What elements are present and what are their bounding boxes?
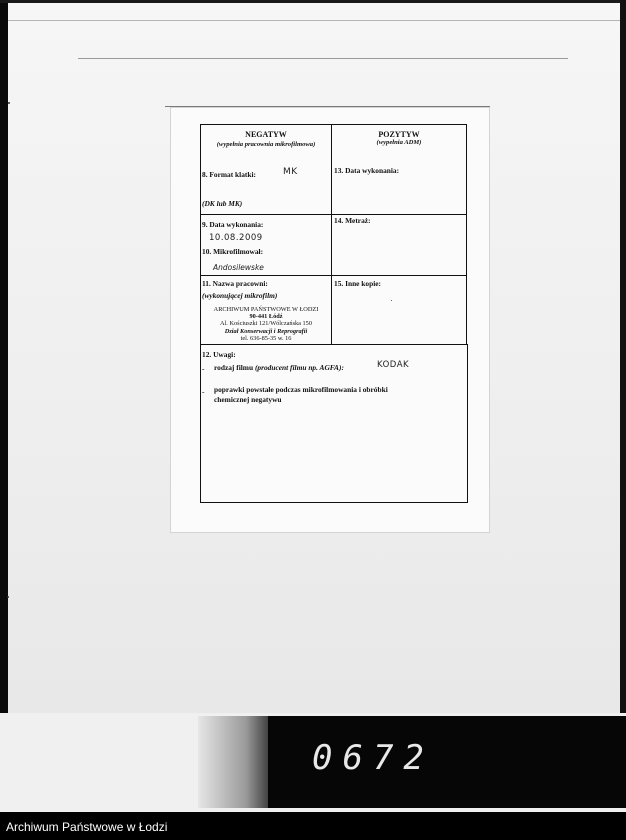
footer-archive-name: Archiwum Państwowe w Łodzi [6,820,168,834]
mikrofilmowal-label: 10. Mikrofilmował: [202,247,264,256]
frame-number: 0672 [312,738,434,778]
uwagi-bullet-2: - [202,387,205,396]
rodzaj-filmu-hint: (producent filmu np. AGFA): [254,363,344,372]
uwagi-bullet-1: - [202,364,205,373]
footer-bar [0,812,626,840]
nazwa-pracowni-label: 11. Nazwa pracowni: [202,279,268,288]
speck [391,300,392,301]
stamp-line-4: Dział Konserwacji i Reprografii [224,327,308,335]
rodzaj-filmu-label: rodzaj filmu [214,363,254,372]
poprawki-line-1: poprawki powstałe podczas mikrofilmowania i obróbki [214,385,388,394]
metraz-label: 14. Metraż: [334,216,371,225]
rodzaj-filmu-value: KODAK [377,360,410,370]
nazwa-pracowni-sub: (wykonującej mikrofilm) [202,291,278,300]
film-gradient [198,716,278,808]
faint-line-paper [165,106,490,107]
poprawki-line-2: chemicznej negatywu [214,395,282,404]
film-edge-top [0,0,626,3]
format-klatki-note: (DK lub MK) [202,199,243,208]
data-wykonania-value: 10.08.2009 [209,233,263,243]
speck [8,102,10,104]
microfilm-form [200,124,468,503]
negatyw-subtitle: (wypełnia pracownia mikrofilmowa) [216,141,316,148]
data-wykonania-label: 9. Data wykonania: [202,220,264,229]
film-edge-left [0,0,8,812]
stamp-line-3: Al. Kościuszki 121/Wólczańska 150 [220,320,312,328]
stamp-line-2: 90-441 Łódź [249,313,283,321]
uwagi-label: 12. Uwagi: [202,350,236,359]
format-klatki-label: 8. Format klatki: [202,170,256,179]
faint-line-top [8,20,620,21]
format-klatki-value: MK [283,167,298,177]
pozytyw-subtitle: (wypełnia ADM) [376,139,422,146]
speck [7,596,9,598]
pozytyw-title: POZYTYW [378,130,420,139]
mikrofilmowal-signature: Andosilewske [213,263,264,272]
stamp-line-1: ARCHIWUM PAŃSTWOWE W ŁODZI [213,306,319,313]
inne-kopie-label: 15. Inne kopie: [334,279,382,288]
stamp-line-5: tel. 636-85-35 w. 16 [240,334,292,342]
data-wykonania-pozytyw-label: 13. Data wykonania: [334,166,400,175]
archive-stamp [200,306,332,342]
film-edge-right [620,0,626,812]
negatyw-title: NEGATYW [245,130,287,139]
uwagi-rodzaj-filmu [214,364,344,373]
faint-line-upper [78,58,568,59]
